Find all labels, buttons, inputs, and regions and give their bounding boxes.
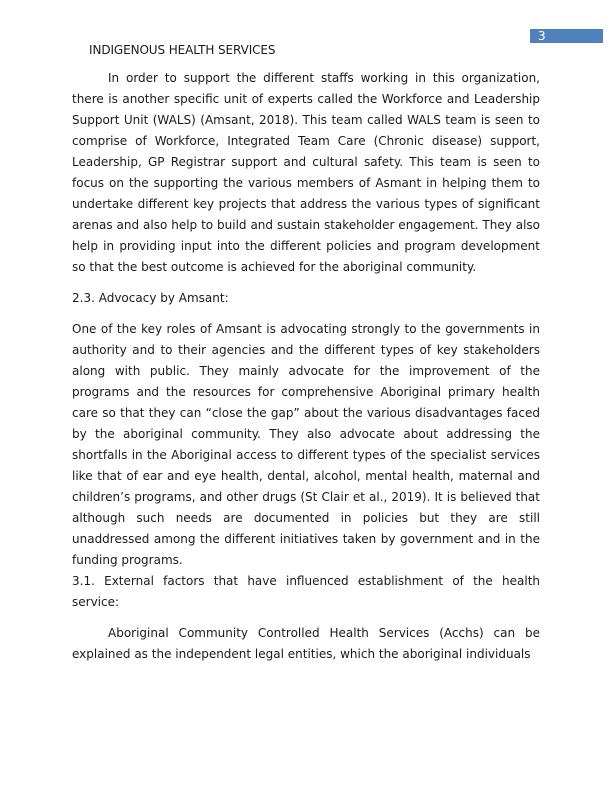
- paragraph-acchs: Aboriginal Community Controlled Health Services (Acchs) can be explained as the independent legal entities, which the aboriginal individuals: [72, 626, 540, 661]
- paragraph-wals-unit: In order to support the different staffs working in this organization, there is another specific unit of experts called the Workforce and Leadership Support Unit (WALS) (Amsant, 2018). This team called WALS team is seen to comprise of Workforce, Integrated Team Care (Chronic disease) support, Leadership, GP Registrar support and cultural safety. This team is seen to focus on the supporting the various members of Asmant in helping them to undertake different key projects that address the various types of significant arenas and also help to build and sustain stakeholder engagement. They also help in providing input into the different policies and program development so that the best outcome is achieved for the aboriginal community.: [72, 71, 540, 274]
- page-number: 3: [538, 29, 546, 43]
- document-body: [72, 68, 540, 665]
- section-heading-external-factors: 3.1. External factors that have influenced establishment of the health service:: [72, 574, 540, 609]
- section-heading-advocacy: 2.3. Advocacy by Amsant:: [72, 291, 229, 305]
- running-header: INDIGENOUS HEALTH SERVICES: [89, 43, 276, 57]
- page-number-badge: [530, 29, 603, 43]
- paragraph-advocacy: One of the key roles of Amsant is advocating strongly to the governments in authority and to their agencies and the different types of key stakeholders along with public. They mainly advocate for the improvement of the programs and the resources for comprehensive Aboriginal primary health care so that they can “close the gap” about the various disadvantages faced by the aboriginal community. They also advocate about addressing the shortfalls in the Aboriginal access to different types of the specialist services like that of ear and eye health, dental, alcohol, mental health, maternal and children’s programs, and other drugs (St Clair et al., 2019). It is believed that although such needs are documented in policies but they are still unaddressed among the different initiatives taken by government and in the funding programs.: [72, 322, 540, 567]
